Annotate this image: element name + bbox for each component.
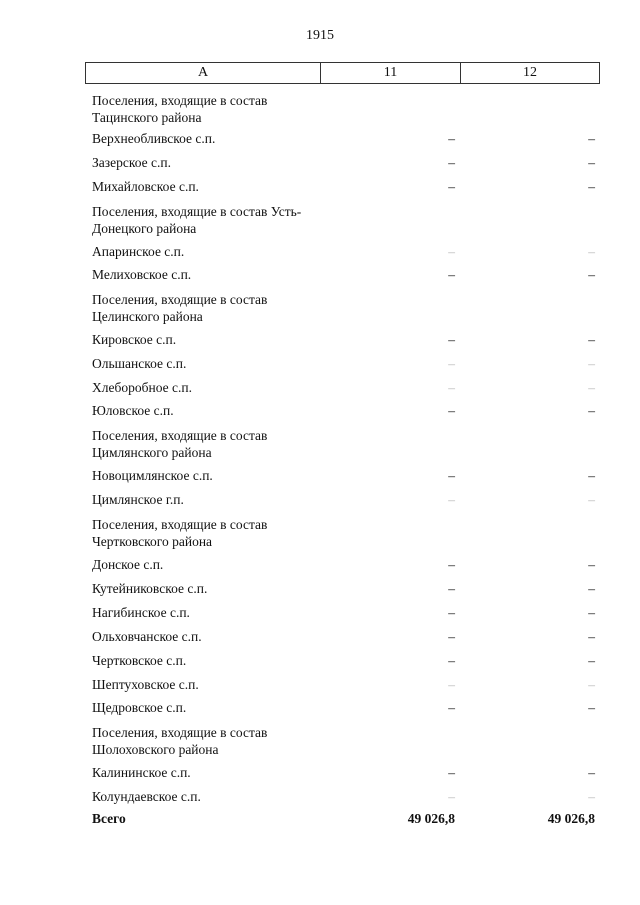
value-col-12: – bbox=[588, 468, 595, 483]
value-col-12: – bbox=[588, 131, 595, 146]
value-col-12: – bbox=[588, 155, 595, 170]
column-header-a: А bbox=[86, 63, 321, 84]
settlement-name: Хлеборобное с.п. bbox=[92, 380, 192, 395]
value-col-12: – bbox=[588, 789, 595, 804]
settlement-name: Чертковское с.п. bbox=[92, 653, 187, 668]
value-col-11: – bbox=[448, 403, 455, 418]
value-col-12: – bbox=[588, 677, 595, 692]
value-col-11: – bbox=[448, 653, 455, 668]
value-col-12: – bbox=[588, 581, 595, 596]
value-col-12: – bbox=[588, 653, 595, 668]
value-col-11: – bbox=[448, 629, 455, 644]
value-col-12: – bbox=[588, 557, 595, 572]
value-col-12: – bbox=[588, 356, 595, 371]
value-col-11: – bbox=[448, 267, 455, 282]
settlement-name: Верхнеобливское с.п. bbox=[92, 131, 216, 146]
settlement-name: Ольшанское с.п. bbox=[92, 356, 187, 371]
settlement-name: Новоцимлянское с.п. bbox=[92, 468, 213, 483]
value-col-11: – bbox=[448, 605, 455, 620]
settlement-name: Всего bbox=[92, 811, 126, 826]
value-col-11: – bbox=[448, 765, 455, 780]
value-col-11: – bbox=[448, 492, 455, 507]
value-col-11: – bbox=[448, 179, 455, 194]
settlement-name: Мелиховское с.п. bbox=[92, 267, 192, 282]
value-col-12: – bbox=[588, 244, 595, 259]
value-col-11: – bbox=[448, 789, 455, 804]
value-col-12: – bbox=[588, 267, 595, 282]
value-col-11: – bbox=[448, 155, 455, 170]
settlement-name: Кировское с.п. bbox=[92, 332, 177, 347]
settlement-name: Калининское с.п. bbox=[92, 765, 191, 780]
value-col-11: – bbox=[448, 332, 455, 347]
value-col-11: – bbox=[448, 468, 455, 483]
value-col-12: – bbox=[588, 332, 595, 347]
column-header-11: 11 bbox=[321, 63, 461, 84]
group-heading: Поселения, входящие в состав Цимлянского района bbox=[92, 428, 268, 460]
value-col-11: – bbox=[448, 131, 455, 146]
value-col-12: – bbox=[588, 700, 595, 715]
settlement-name: Щедровское с.п. bbox=[92, 700, 187, 715]
settlement-name: Михайловское с.п. bbox=[92, 179, 199, 194]
value-col-11: – bbox=[448, 356, 455, 371]
page-number: 1915 bbox=[306, 28, 334, 43]
settlement-name: Донское с.п. bbox=[92, 557, 164, 572]
group-heading: Поселения, входящие в состав Целинского района bbox=[92, 292, 268, 324]
column-header-12: 12 bbox=[461, 63, 600, 84]
group-heading: Поселения, входящие в состав Тацинского района bbox=[92, 93, 268, 125]
value-col-11: – bbox=[448, 700, 455, 715]
value-col-12: – bbox=[588, 403, 595, 418]
settlement-name: Апаринское с.п. bbox=[92, 244, 185, 259]
settlement-name: Юловское с.п. bbox=[92, 403, 174, 418]
value-col-12: – bbox=[588, 179, 595, 194]
value-col-12: – bbox=[588, 765, 595, 780]
value-col-11: – bbox=[448, 244, 455, 259]
value-col-11: 49 026,8 bbox=[407, 811, 455, 826]
value-col-12: – bbox=[588, 629, 595, 644]
settlement-name: Зазерское с.п. bbox=[92, 155, 171, 170]
settlement-name: Колундаевское с.п. bbox=[92, 789, 201, 804]
settlement-name: Шептуховское с.п. bbox=[92, 677, 199, 692]
value-col-11: – bbox=[448, 380, 455, 395]
value-col-12: – bbox=[588, 605, 595, 620]
value-col-11: – bbox=[448, 557, 455, 572]
group-heading: Поселения, входящие в состав Усть-Донецкого района bbox=[92, 204, 302, 236]
settlement-name: Ольховчанское с.п. bbox=[92, 629, 202, 644]
column-header-table bbox=[85, 62, 600, 84]
settlement-name: Цимлянское г.п. bbox=[92, 492, 184, 507]
value-col-12: 49 026,8 bbox=[547, 811, 595, 826]
column-header-row bbox=[86, 63, 600, 84]
settlement-name: Нагибинское с.п. bbox=[92, 605, 190, 620]
value-col-12: – bbox=[588, 380, 595, 395]
group-heading: Поселения, входящие в состав Чертковского района bbox=[92, 517, 268, 549]
value-col-12: – bbox=[588, 492, 595, 507]
value-col-11: – bbox=[448, 581, 455, 596]
group-heading: Поселения, входящие в состав Шолоховского района bbox=[92, 725, 268, 757]
settlement-name: Кутейниковское с.п. bbox=[92, 581, 208, 596]
value-col-11: – bbox=[448, 677, 455, 692]
